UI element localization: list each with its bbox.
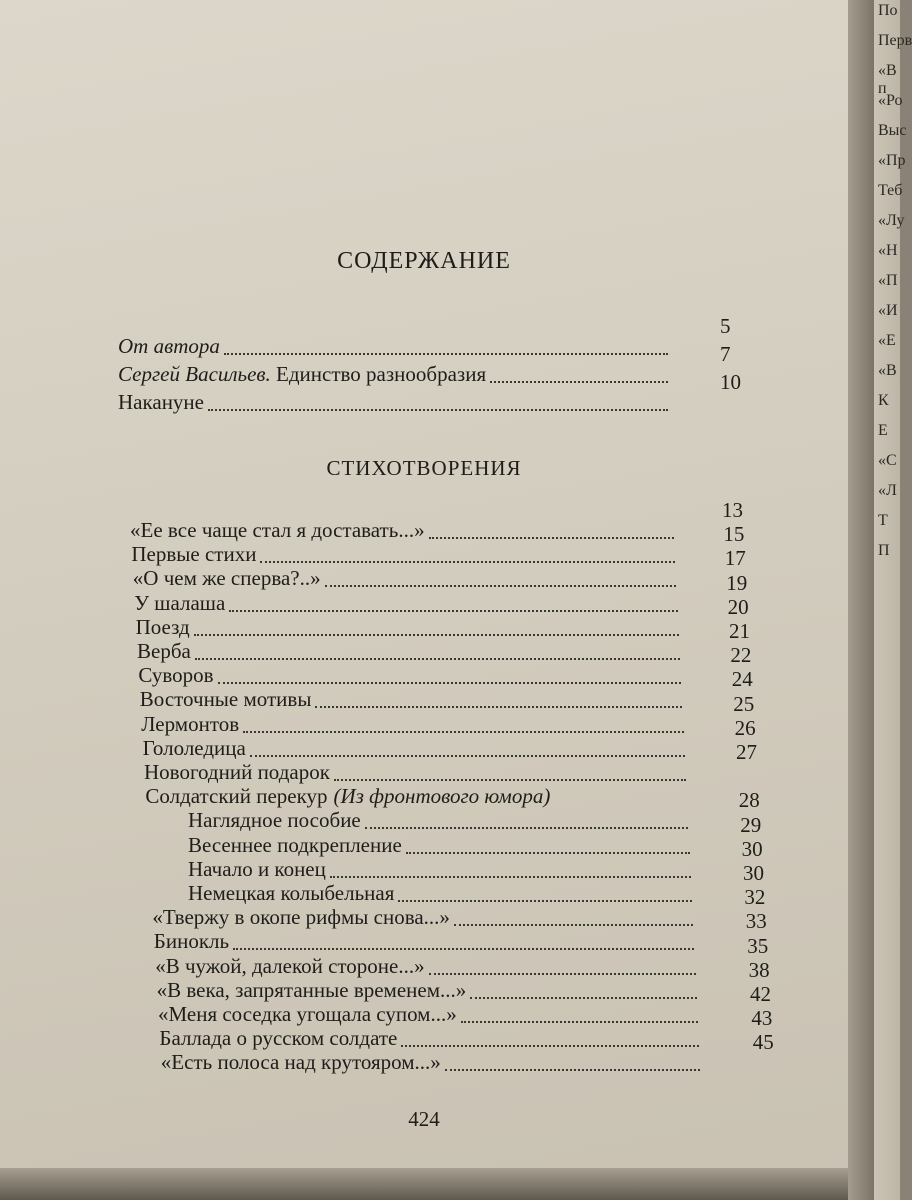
dot-leader <box>334 765 686 781</box>
toc-entry-title <box>118 334 220 359</box>
toc-page-number: 10 <box>720 370 741 394</box>
adjacent-page-fragment: «Пр <box>878 152 906 169</box>
toc-entry-title <box>154 929 229 954</box>
toc-entry <box>141 712 687 738</box>
toc-entry-text: Лермонтов <box>141 711 240 736</box>
toc-entry-text: Наглядное пособие <box>188 808 361 833</box>
toc-entry-title <box>144 760 330 785</box>
toc-entry-text: Начало и конец <box>188 856 326 881</box>
toc-entry-title <box>140 687 312 712</box>
adjacent-page-fragment: П <box>878 542 890 559</box>
dot-leader <box>229 596 677 612</box>
adjacent-page-fragment: Выс <box>878 122 907 139</box>
dot-leader <box>243 717 683 733</box>
toc-entry <box>145 784 691 810</box>
section-title: СТИХОТВОРЕНИЯ <box>326 456 522 480</box>
adjacent-page-fragment: «С <box>878 452 897 469</box>
toc-entry-text: Немецкая колыбельная <box>188 881 395 905</box>
toc-page-number: 15 <box>723 522 745 547</box>
toc-entry-text: Единство разнообразия <box>270 362 487 386</box>
adjacent-page-fragment: Е <box>878 422 888 439</box>
adjacent-page-fragment: К <box>878 392 889 409</box>
toc-page-number: 17 <box>724 546 746 571</box>
toc-entry <box>188 881 696 907</box>
dot-leader <box>195 644 680 660</box>
toc-entry <box>154 929 699 955</box>
toc-entry-text: Солдатский перекур <box>145 784 328 809</box>
toc-entry-title <box>188 857 326 882</box>
toc-entry <box>159 1026 703 1052</box>
dot-leader <box>490 367 668 383</box>
toc-entry-title <box>141 712 239 737</box>
toc-entry-title <box>131 542 256 567</box>
toc-page-number: 33 <box>745 909 767 934</box>
toc-entry-text: Первые стихи <box>131 542 257 567</box>
toc-entry <box>131 542 679 568</box>
dot-leader <box>445 1055 701 1071</box>
toc-entry-title <box>152 905 450 930</box>
toc-entry <box>130 518 678 544</box>
toc-entry-text: Восточные мотивы <box>139 687 312 712</box>
toc-page-number: 45 <box>752 1030 774 1055</box>
toc-entry <box>155 954 699 980</box>
toc-entry-text: Верба <box>137 639 191 663</box>
toc-page-number: 28 <box>738 788 760 813</box>
dot-leader <box>194 620 679 636</box>
toc-entry-author: От автора <box>118 334 220 358</box>
toc-entry <box>161 1050 705 1076</box>
toc-entry-author: Сергей Васильев. <box>118 362 271 386</box>
toc-entry-title <box>161 1050 441 1075</box>
toc-entry-title <box>137 639 191 664</box>
toc-entry <box>133 566 681 592</box>
toc-entry-text: Баллада о русском солдате <box>159 1026 398 1051</box>
dot-leader <box>315 692 682 708</box>
adjacent-page-fragment: «И <box>878 302 898 319</box>
adjacent-page-fragment: Т <box>878 512 888 529</box>
toc-entry-text: Гололедица <box>142 735 246 760</box>
adjacent-page-fragment: «В п <box>878 62 897 97</box>
toc-entry <box>118 334 672 360</box>
toc-entry <box>143 736 689 762</box>
adjacent-page-fragment: «Е <box>878 332 896 349</box>
toc-page-number: 27 <box>736 740 757 764</box>
toc-page-number: 38 <box>748 957 770 982</box>
toc-entry-title <box>136 615 190 640</box>
toc-page-number: 30 <box>741 836 763 861</box>
toc-entry-title <box>138 663 213 688</box>
toc-entry <box>140 687 687 713</box>
toc-page-number: 20 <box>727 594 749 619</box>
dot-leader <box>429 959 696 975</box>
toc-entry-title <box>145 784 550 809</box>
toc-entry-text: «О чем же сперва?..» <box>132 566 321 591</box>
contents-title: СОДЕРЖАНИЕ <box>337 248 511 274</box>
dot-leader <box>406 838 690 854</box>
toc-page-number: 35 <box>747 933 769 958</box>
dot-leader <box>224 339 668 355</box>
dot-leader <box>401 1031 699 1047</box>
toc-entry-title <box>133 566 321 591</box>
toc-entry <box>136 615 683 641</box>
dot-leader <box>233 934 694 950</box>
toc-page-number: 24 <box>731 667 753 692</box>
toc-entry-title <box>155 954 424 979</box>
toc-entry-text: Новогодний подарок <box>144 760 330 784</box>
toc-entry <box>144 760 690 786</box>
toc-entry <box>188 808 692 834</box>
toc-entry-title <box>188 881 394 906</box>
toc-entry-text: «В чужой, далекой стороне...» <box>155 953 425 978</box>
adjacent-page-fragment: «Лу <box>878 212 905 229</box>
toc-page-number: 22 <box>730 643 752 668</box>
dot-leader <box>365 813 689 829</box>
toc-entry-text: «Есть полоса над крутояром...» <box>160 1050 441 1075</box>
toc-entry-text: Накануне <box>118 390 204 414</box>
adjacent-page-fragment: «Л <box>878 482 897 499</box>
toc-entry <box>118 390 672 416</box>
toc-entry-text: «Ее все чаще стал я доставать...» <box>130 518 425 542</box>
dot-leader <box>260 547 675 563</box>
dot-leader <box>330 862 691 878</box>
toc-page-number: 29 <box>740 812 762 837</box>
toc-entry-title <box>134 591 225 616</box>
adjacent-page-fragment: «В <box>878 362 897 379</box>
toc-entry-text: «Меня соседка угощала супом...» <box>158 1002 457 1026</box>
toc-entry-title <box>143 736 246 761</box>
dot-leader <box>470 983 697 999</box>
toc-entry <box>152 905 697 931</box>
toc-page-number: 42 <box>750 982 771 1006</box>
toc-page-number: 7 <box>720 342 731 366</box>
adjacent-page-fragment: Теб <box>878 182 903 199</box>
page-bottom-edge <box>0 1168 848 1200</box>
dot-leader <box>461 1007 698 1023</box>
toc-entry-subtitle: (Из фронтового юмора) <box>333 784 551 809</box>
toc-entry-text: «Твержу в окопе рифмы снова...» <box>152 905 450 930</box>
toc-page-number: 32 <box>744 885 766 910</box>
adjacent-page-fragment: По <box>878 2 898 19</box>
toc-entry <box>158 1002 702 1028</box>
toc-entry-text: Поезд <box>135 614 190 639</box>
adjacent-page-fragment: «Ро <box>878 92 903 109</box>
toc-entry <box>157 978 701 1004</box>
adjacent-page-fragment: «Н <box>878 242 898 259</box>
toc-entry <box>188 833 694 859</box>
dot-leader <box>398 886 692 902</box>
toc-entry-title <box>159 1026 397 1051</box>
toc-entry-title <box>118 390 204 415</box>
toc-entry <box>134 591 681 617</box>
toc-page-number: 25 <box>733 691 755 716</box>
adjacent-page-edge <box>874 0 912 1200</box>
toc-entry-title <box>188 833 402 858</box>
adjacent-page-fragment: «П <box>878 272 898 289</box>
dot-leader <box>218 668 682 684</box>
dot-leader <box>208 395 668 411</box>
adjacent-page-fragment: Перв <box>878 32 912 49</box>
toc-entry <box>137 639 684 665</box>
toc-page-number: 21 <box>729 619 750 643</box>
toc-entry-title <box>188 808 361 833</box>
toc-entry-title <box>158 1002 457 1027</box>
toc-entry-text: Весеннее подкрепление <box>188 832 402 857</box>
toc-page-number: 43 <box>751 1006 773 1031</box>
toc-entry-title <box>157 978 467 1003</box>
dot-leader <box>325 571 677 587</box>
book-spine <box>848 0 874 1200</box>
page-number: 424 <box>408 1107 440 1131</box>
dot-leader <box>429 523 674 539</box>
toc-entry <box>138 663 685 689</box>
toc-entry-text: Суворов <box>138 663 214 688</box>
dot-leader <box>454 910 693 926</box>
toc-page-number: 30 <box>743 861 764 885</box>
toc-entry-text: Бинокль <box>153 929 230 954</box>
toc-entry-title <box>118 362 486 387</box>
toc-entry-title <box>130 518 425 543</box>
dot-leader <box>250 741 685 757</box>
toc-page-number: 19 <box>726 570 748 595</box>
toc-entry <box>118 362 672 388</box>
toc-page-number: 5 <box>720 314 731 338</box>
toc-page-number: 13 <box>722 498 743 522</box>
toc-entry-text: «В века, запрятанные временем...» <box>156 977 467 1002</box>
toc-page-number: 26 <box>734 715 756 740</box>
toc-entry-text: У шалаша <box>134 590 226 615</box>
toc-entry <box>188 857 695 883</box>
